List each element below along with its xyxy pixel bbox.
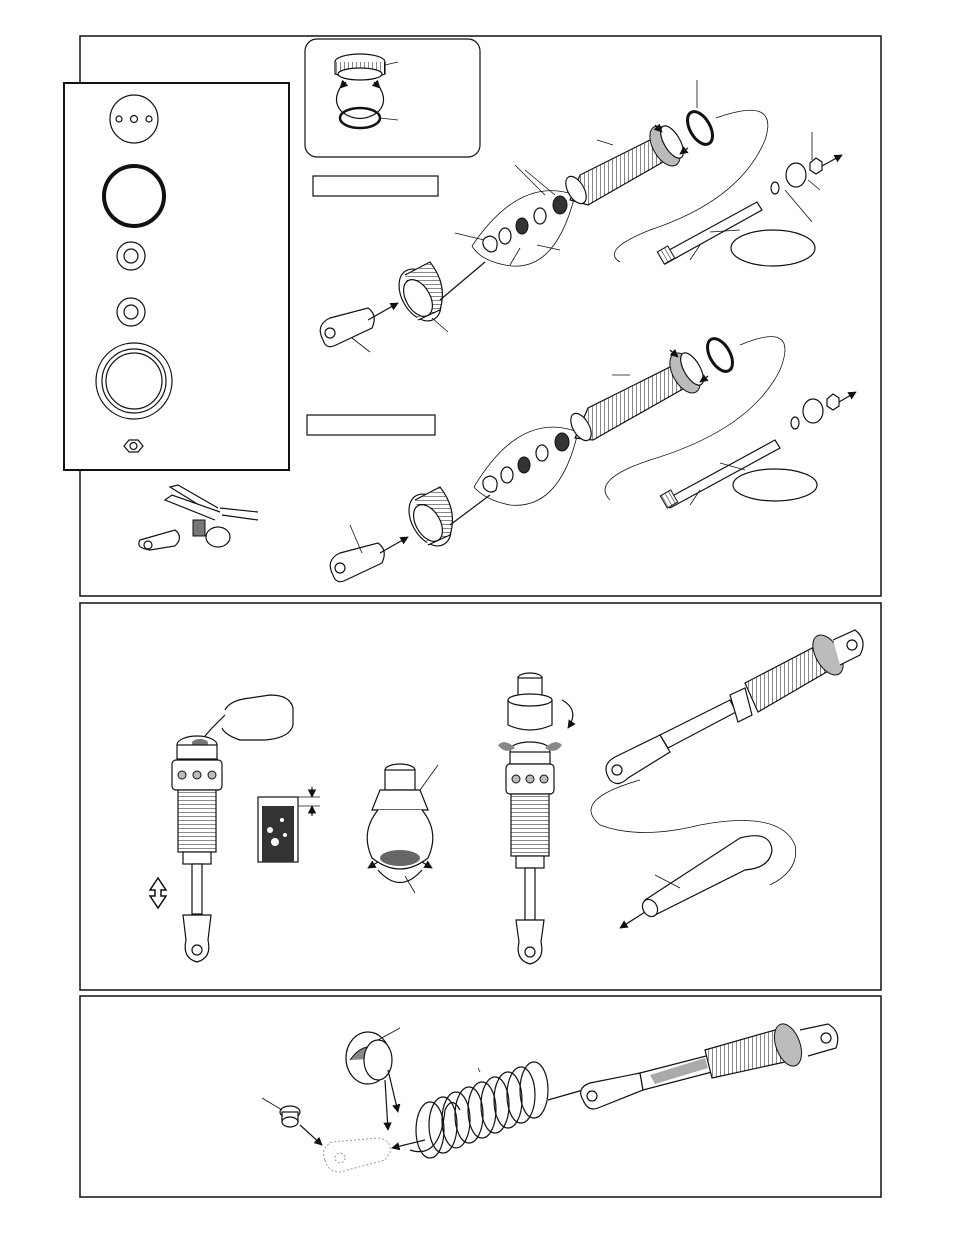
section-3-frame xyxy=(80,996,881,1197)
final-shock xyxy=(581,1020,838,1109)
label-box-front xyxy=(313,176,438,196)
inset-cap-detail xyxy=(305,39,480,157)
up-down-arrow-icon xyxy=(150,878,166,908)
cap-ring-icon xyxy=(96,343,172,419)
section-oil-filling xyxy=(80,603,881,990)
spacer-icon xyxy=(117,298,145,326)
label-box-rear xyxy=(307,415,435,435)
oil-level-section xyxy=(258,787,320,862)
ball-stud-icon xyxy=(262,1098,322,1145)
bleed-tool-icon xyxy=(620,836,772,928)
shock-capping xyxy=(498,673,573,964)
cap-piece xyxy=(367,764,438,893)
nut-icon xyxy=(124,440,143,452)
rear-shock-exploded xyxy=(330,334,856,581)
washer-icon xyxy=(117,242,145,270)
oil-bottle-icon xyxy=(222,695,293,740)
rod-end-ghost xyxy=(324,1138,391,1172)
section-spring-install xyxy=(80,996,881,1197)
e-clip-rear xyxy=(483,476,497,492)
pliers-icon xyxy=(139,485,258,550)
rod-end-rear xyxy=(330,543,384,582)
e-clip-front xyxy=(483,236,497,252)
parts-panel xyxy=(64,83,289,470)
rod-end-front xyxy=(320,308,374,347)
section-shock-assembly xyxy=(64,36,881,596)
diaphragm-icon xyxy=(110,95,158,143)
spring-icon xyxy=(392,1062,590,1158)
spring-retainer-icon xyxy=(346,1028,400,1130)
